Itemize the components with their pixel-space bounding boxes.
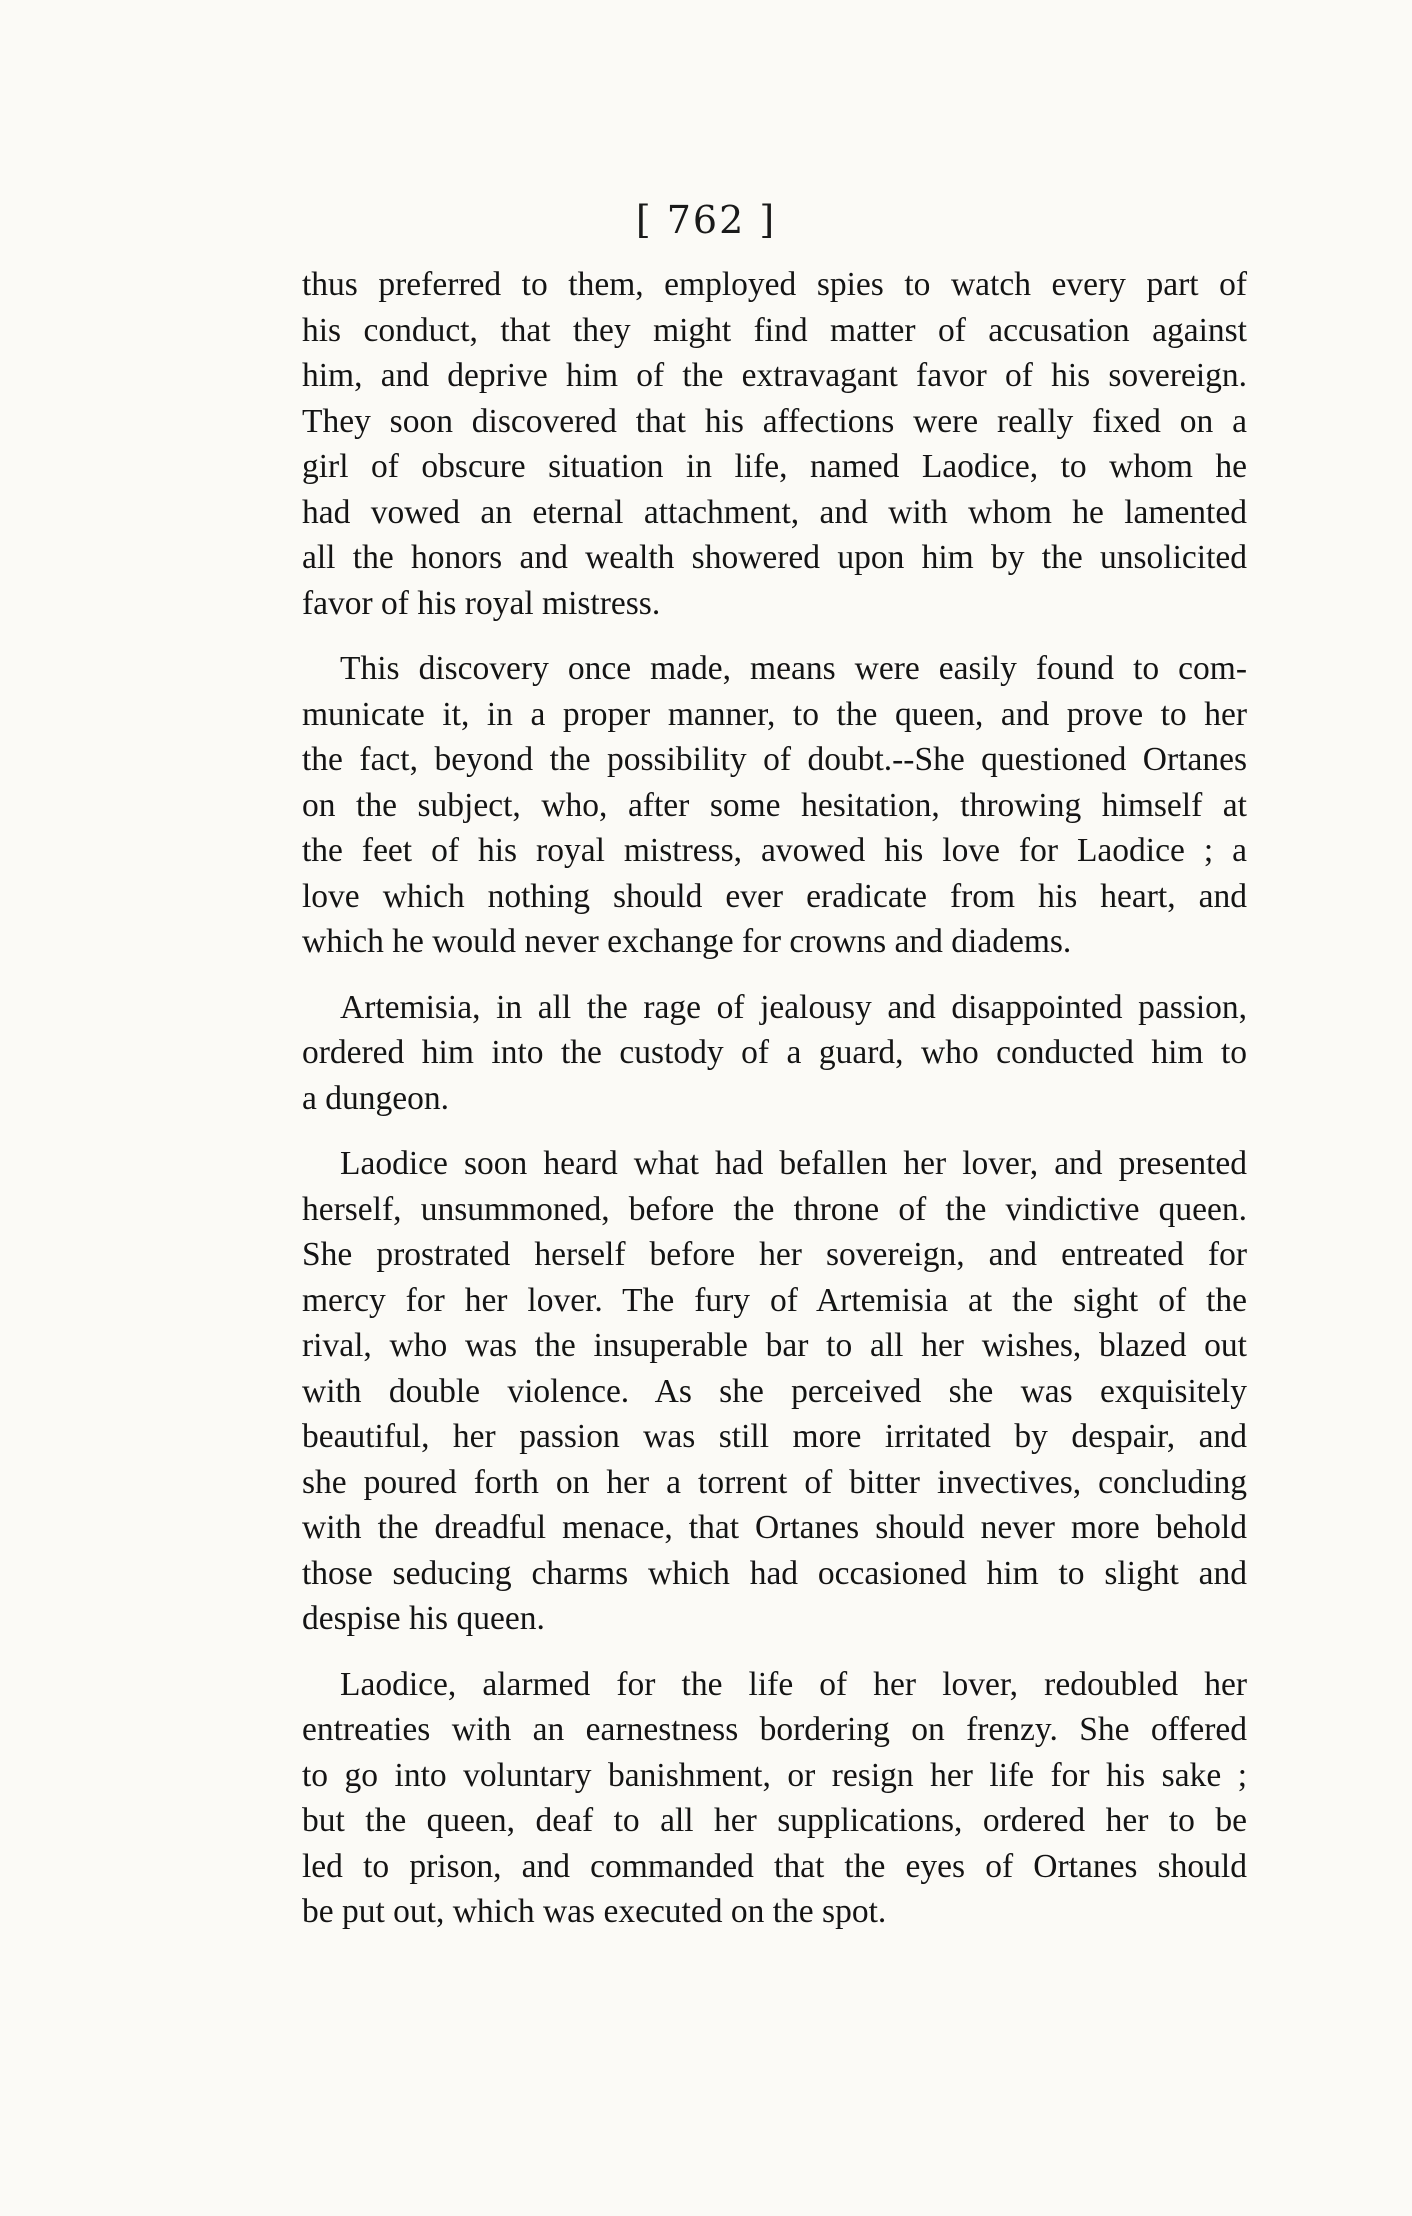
- text-line: She prostrated herself before her sovereign, and entreated for: [302, 1236, 1247, 1273]
- text-line: Laodice soon heard what had befallen her lover, and presented: [340, 1145, 1247, 1182]
- text-line: all the honors and wealth showered upon him by the unsolicited: [302, 539, 1247, 576]
- text-line: with the dreadful menace, that Ortanes should never more behold: [302, 1509, 1247, 1546]
- text-line: which he would never exchange for crowns and diadems.: [302, 923, 1072, 960]
- text-line: rival, who was the insuperable bar to all her wishes, blazed out: [302, 1327, 1247, 1364]
- text-line: herself, unsummoned, before the throne of the vindictive queen.: [302, 1190, 1247, 1228]
- text-line: despise his queen.: [302, 1600, 545, 1637]
- text-line: led to prison, and commanded that the eyes of Ortanes should: [302, 1847, 1247, 1885]
- text-line: his conduct, that they might find matter of accusation against: [302, 311, 1247, 349]
- text-line: had vowed an eternal attachment, and with whom he lamented: [302, 493, 1247, 531]
- text-line: those seducing charms which had occasioned him to slight and: [302, 1554, 1247, 1592]
- page-number: [ 762 ]: [635, 198, 777, 242]
- text-line: she poured forth on her a torrent of bitter invectives, concluding: [302, 1463, 1247, 1501]
- paragraph-2: [302, 646, 1247, 965]
- body-text: [302, 262, 1247, 1955]
- text-line: be put out, which was executed on the spot.: [302, 1893, 887, 1930]
- text-line: entreaties with an earnestness bordering on frenzy. She offered: [302, 1711, 1247, 1748]
- text-line: Artemisia, in all the rage of jealousy and disappointed passion,: [340, 988, 1247, 1026]
- text-line: love which nothing should ever eradicate from his heart, and: [302, 877, 1247, 915]
- text-line: Laodice, alarmed for the life of her lover, redoubled her: [340, 1665, 1247, 1703]
- text-line: beautiful, her passion was still more irritated by despair, and: [302, 1418, 1247, 1455]
- paragraph-3: [302, 985, 1247, 1122]
- text-line: municate it, in a proper manner, to the queen, and prove to her: [302, 695, 1247, 733]
- text-line: him, and deprive him of the extravagant favor of his sovereign.: [302, 357, 1247, 394]
- paragraph-4: [302, 1141, 1247, 1642]
- text-line: ordered him into the custody of a guard, who conducted him to: [302, 1034, 1247, 1071]
- paragraph-1: [302, 262, 1247, 626]
- text-line: the fact, beyond the possibility of doubt.--She questioned Ortanes: [302, 741, 1247, 778]
- text-line: with double violence. As she perceived she was exquisitely: [302, 1372, 1247, 1410]
- paragraph-5: [302, 1662, 1247, 1935]
- text-line: but the queen, deaf to all her supplications, ordered her to be: [302, 1802, 1247, 1839]
- text-line: on the subject, who, after some hesitation, throwing himself at: [302, 786, 1247, 824]
- text-line: They soon discovered that his affections were really fixed on a: [302, 402, 1247, 440]
- text-line: to go into voluntary banishment, or resign her life for his sake ;: [302, 1756, 1247, 1794]
- text-line: girl of obscure situation in life, named Laodice, to whom he: [302, 448, 1247, 485]
- text-line: thus preferred to them, employed spies to watch every part of: [302, 266, 1247, 303]
- text-line: mercy for her lover. The fury of Artemisia at the sight of the: [302, 1281, 1247, 1319]
- text-line: favor of his royal mistress.: [302, 584, 661, 622]
- text-line: a dungeon.: [302, 1079, 449, 1117]
- text-line: the feet of his royal mistress, avowed his love for Laodice ; a: [302, 832, 1247, 869]
- text-line: This discovery once made, means were easily found to com-: [340, 650, 1247, 687]
